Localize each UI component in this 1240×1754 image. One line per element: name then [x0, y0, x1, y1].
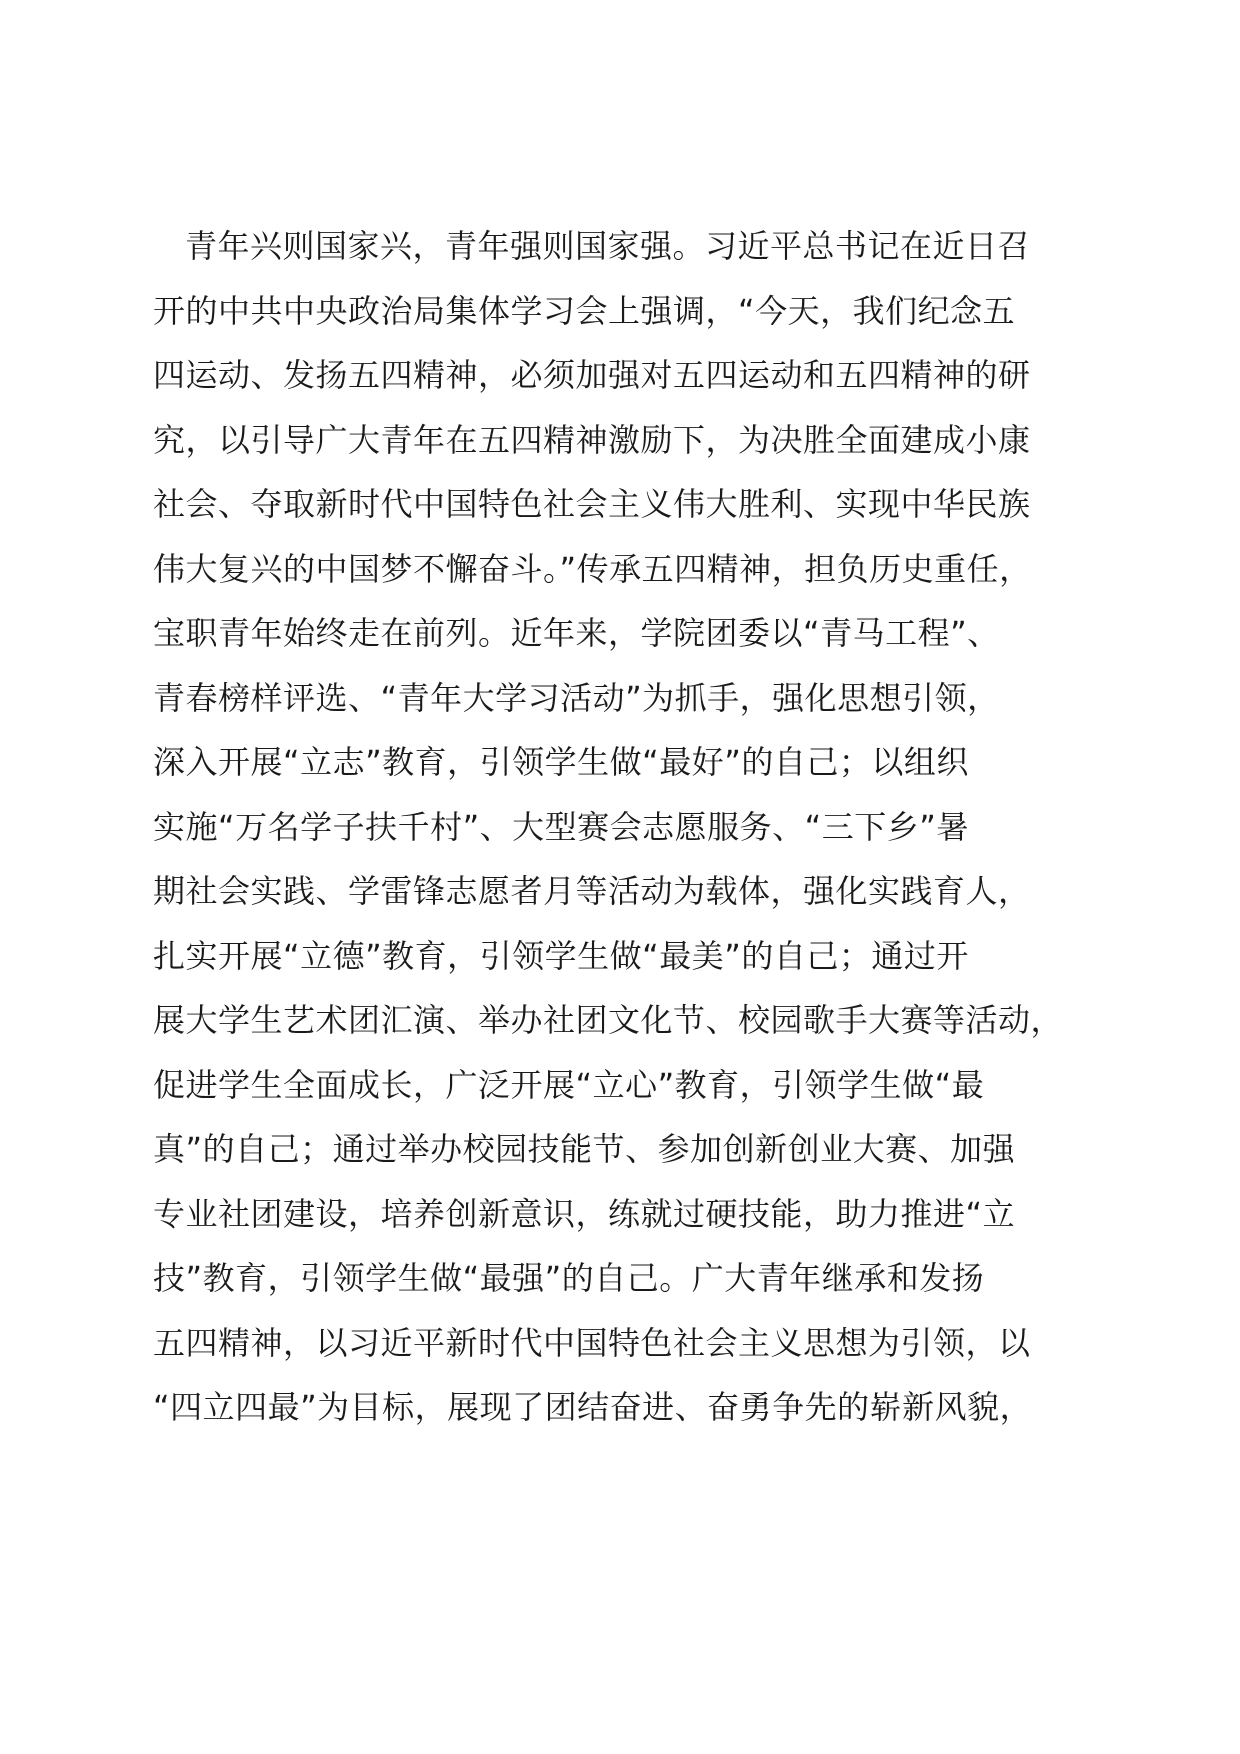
text-line: 究，以引导广大青年在五四精神激励下，为决胜全面建成小康 [153, 420, 1031, 459]
text-line: 社会、夺取新时代中国特色社会主义伟大胜利、实现中华民族 [153, 485, 1031, 523]
text-line: 伟大复兴的中国梦不懈奋斗。”传承五四精神，担负历史重任， [153, 549, 1032, 588]
text-line: 促进学生全面成长，广泛开展“立心”教育，引领学生做“最 [153, 1065, 985, 1104]
text-line: 扎实开展“立德”教育，引领学生做“最美”的自己；通过开 [153, 936, 969, 975]
text-line: 四运动、发扬五四精神，必须加强对五四运动和五四精神的研 [153, 356, 1031, 394]
text-line: 技”教育，引领学生做“最强”的自己。广大青年继承和发扬 [153, 1259, 985, 1297]
text-line: 五四精神，以习近平新时代中国特色社会主义思想为引领，以 [153, 1323, 1031, 1362]
text-line: 宝职青年始终走在前列。近年来，学院团委以“青马工程”、 [153, 614, 1000, 652]
text-line: 青年兴则国家兴，青年强则国家强。习近平总书记在近日召 [185, 227, 1031, 265]
text-line: 深入开展“立志”教育，引领学生做“最好”的自己；以组织 [153, 743, 969, 781]
text-line: 展大学生艺术团汇演、举办社团文化节、校园歌手大赛等活动， [153, 1001, 1064, 1039]
text-line: 期社会实践、学雷锋志愿者月等活动为载体，强化实践育人， [153, 872, 1031, 910]
text-line: 真”的自己；通过举办校园技能节、参加创新创业大赛、加强 [153, 1130, 1016, 1168]
body-paragraph [153, 214, 1113, 1440]
text-line: 实施“万名学子扶千村”、大型赛会志愿服务、“三下乡”暑 [153, 807, 969, 846]
text-line: 开的中共中央政治局集体学习会上强调，“今天，我们纪念五 [153, 291, 1016, 330]
text-line: 专业社团建设，培养创新意识，练就过硬技能，助力推进“立 [153, 1194, 1016, 1233]
text-line: 青春榜样评选、“青年大学习活动”为抓手，强化思想引领， [153, 678, 1000, 717]
text-line: “四立四最”为目标，展现了团结奋进、奋勇争先的崭新风貌， [153, 1388, 1033, 1426]
